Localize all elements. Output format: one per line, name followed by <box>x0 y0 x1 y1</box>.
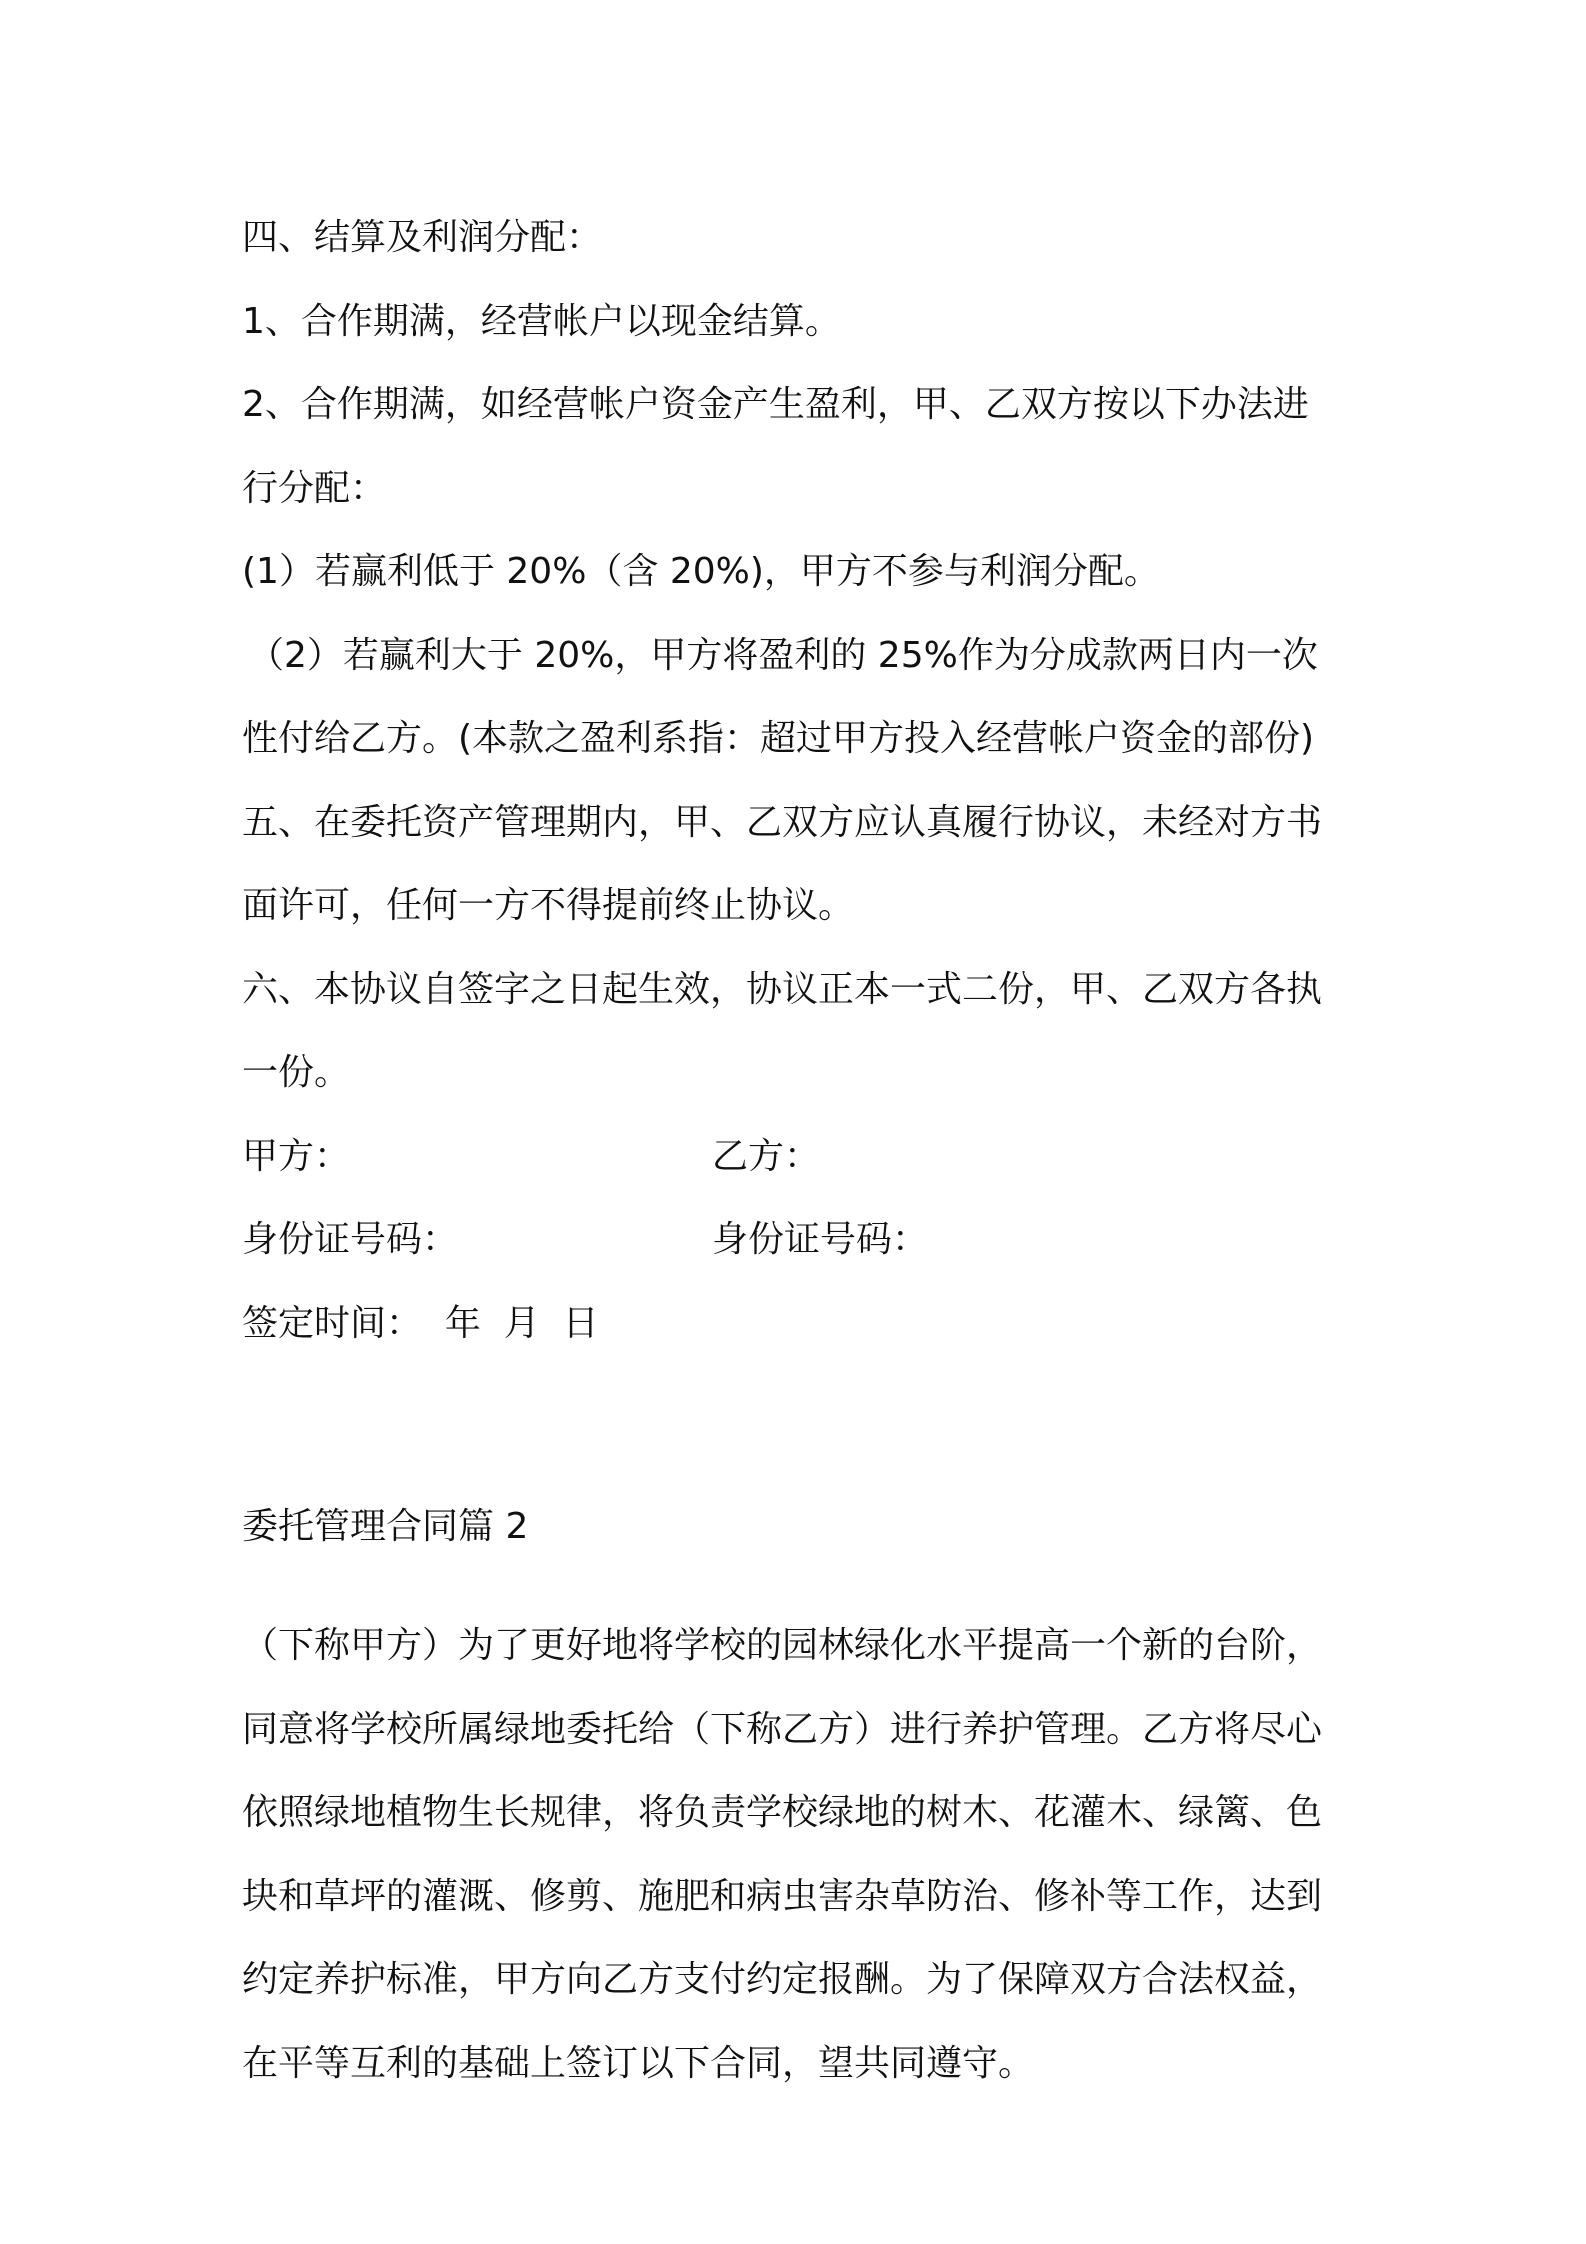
section-4-item-2-line-1: 2、合作期满，如经营帐户资金产生盈利，甲、乙双方按以下办法进 <box>242 384 1309 425</box>
party-a-label: 甲方： <box>242 1135 351 1177</box>
party-b-label: 乙方： <box>712 1135 821 1177</box>
section-gap <box>242 1365 1382 1449</box>
contract-2-line-4: 块和草坪的灌溉、修剪、施肥和病虫害杂草防治、修补等工作，达到 <box>242 1875 1323 1917</box>
party-b-id-label: 身份证号码： <box>712 1219 929 1260</box>
contract-2-line-3: 依照绿地植物生长规律，将负责学校绿地的树木、花灌木、绿篱、色 <box>242 1792 1323 1833</box>
section-5-line-1: 五、在委托资产管理期内，甲、乙双方应认真履行协议，未经对方书 <box>242 801 1323 843</box>
party-row <box>242 1115 1382 1199</box>
contract-2-title: 委托管理合同篇 2 <box>242 1505 529 1547</box>
contract-2-line-1: （下称甲方）为了更好地将学校的园林绿化水平提高一个新的台阶， <box>242 1625 1323 1666</box>
section-5-line-2: 面许可，任何一方不得提前终止协议。 <box>242 885 855 926</box>
section-4-item-2-line-2: 行分配： <box>242 467 387 509</box>
section-4-sub-2-line-1: （2）若赢利大于 20%，甲方将盈利的 25%作为分成款两日内一次 <box>248 634 1318 676</box>
id-number-row <box>242 1198 1382 1282</box>
contract-2-line-2: 同意将学校所属绿地委托给（下称乙方）进行养护管理。乙方将尽心 <box>242 1708 1323 1750</box>
signing-date-label: 签定时间： 年 月 日 <box>242 1302 599 1344</box>
section-4-item-1: 1、合作期满，经营帐户以现金结算。 <box>242 300 841 342</box>
document-body <box>242 196 1382 2105</box>
section-4-heading: 四、结算及利润分配： <box>242 217 603 258</box>
contract-2-line-6: 在平等互利的基础上签订以下合同，望共同遵守。 <box>242 2042 1035 2084</box>
contract-2-line-5: 约定养护标准，甲方向乙方支付约定报酬。为了保障双方合法权益， <box>242 1959 1323 2000</box>
section-6-line-1: 六、本协议自签字之日起生效，协议正本一式二份，甲、乙双方各执 <box>242 968 1323 1010</box>
party-a-id-label: 身份证号码： <box>242 1219 459 1260</box>
section-4-sub-1: (1）若赢利低于 20%（含 20%)，甲方不参与利润分配。 <box>242 551 1160 592</box>
section-4-sub-2-line-2: 性付给乙方。(本款之盈利系指：超过甲方投入经营帐户资金的部份) <box>242 718 1315 759</box>
section-6-line-2: 一份。 <box>242 1052 351 1093</box>
